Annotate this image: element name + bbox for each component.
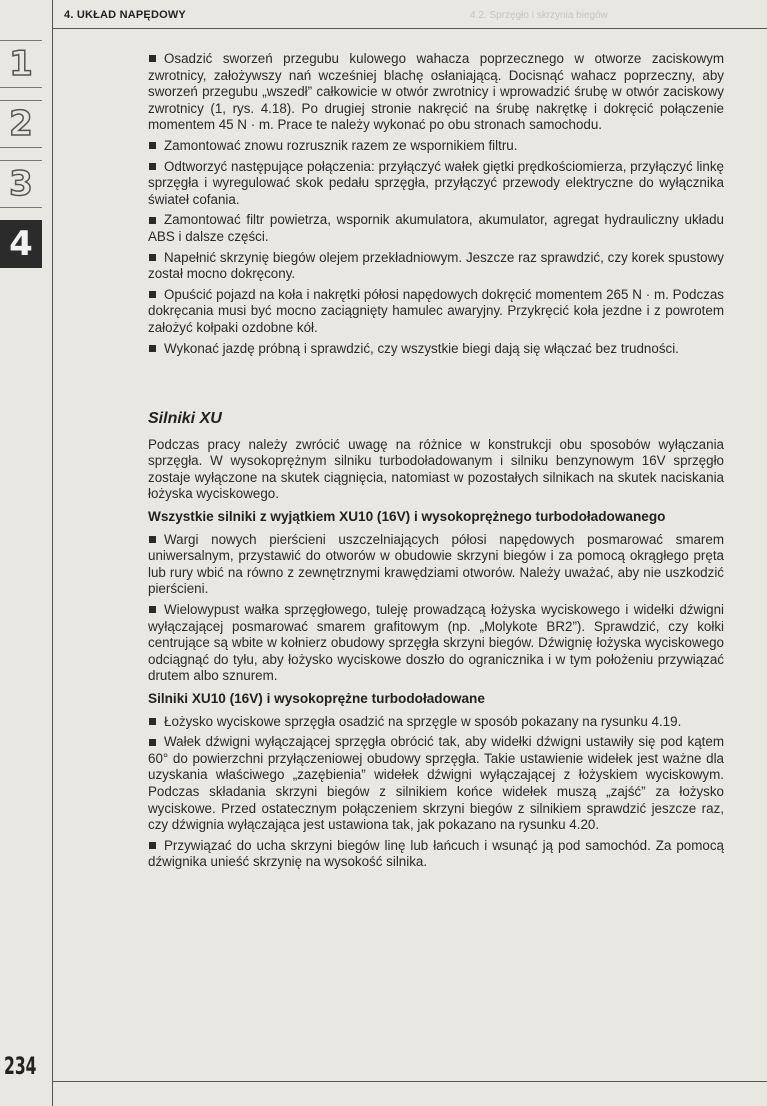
- list-item: Opuścić pojazd na koła i nakrętki półosi napędowych dokręcić momentem 265 N · m. Podczas dokręcania musi być mocno zaciągnięty hamulec awaryjny. Przykręcić koła jezdne i z powrotem założyć kołpaki ozdobne kół.: [148, 286, 724, 335]
- list-item: Osadzić sworzeń przegubu kulowego wahacza poprzecznego w otworze zaciskowym zwrotnicy, założywszy nań wcześniej blachę osłaniającą. Docisnąć wahacz poprzeczny, aby sworzeń przegubu „wszedł” całkowicie w otwór zwrotnicy i wprowadzić śrubę w otwór zaciskowy zwrotnicy (1, rys. 4.18). Po drugiej stronie nakręcić na śrubę nakrętkę i dokręcić połączenie momentem 45 N · m. Prace te należy wykonać po obu stronach samochodu.: [148, 51, 724, 133]
- list-item: Zamontować filtr powietrza, wspornik akumulatora, akumulator, agregat hydrauliczny układu ABS i dalsze części.: [148, 212, 724, 244]
- square-bullet-icon: [149, 291, 156, 298]
- square-bullet-icon: [149, 606, 156, 613]
- page-body: [148, 51, 724, 875]
- chapter-tab-1: 1: [0, 40, 42, 88]
- header-rule: [52, 28, 767, 29]
- square-bullet-icon: [149, 718, 156, 725]
- chapter-tabs: [0, 40, 46, 280]
- subsection-heading: Silniki XU10 (16V) i wysokoprężne turbodoładowane: [148, 691, 485, 706]
- section-intro: Podczas pracy należy zwrócić uwagę na różnice w konstrukcji obu sposobów wyłączania sprzęgła. W wysokoprężnym silniku turbodoładowanym i silniku benzynowym 16V sprzęgło zostaje wyłączone na skutek ciągnięcia, natomiast w pozostałych silnikach na skutek naciskania łożyska wyciskowego.: [148, 436, 724, 502]
- list-item: Wykonać jazdę próbną i sprawdzić, czy wszystkie biegi dają się włączać bez trudności.: [148, 341, 724, 358]
- margin-rule: [52, 0, 53, 1106]
- list-item: Napełnić skrzynię biegów olejem przekładniowym. Jeszcze raz sprawdzić, czy korek spustowy został mocno dokręcony.: [148, 249, 724, 282]
- chapter-tab-3: 3: [0, 160, 42, 208]
- bleed-through-text: 4.2. Sprzęgło i skrzynia biegów: [470, 10, 608, 21]
- list-item: Zamontować znowu rozrusznik razem ze wspornikiem filtru.: [148, 138, 724, 155]
- square-bullet-icon: [149, 55, 156, 62]
- square-bullet-icon: [149, 842, 156, 849]
- list-item: Odtworzyć następujące połączenia: przyłączyć wałek giętki prędkościomierza, przyłączyć linkę sprzęgła i wyregulować skok pedału sprzęgła, przyłączyć przewody elektryczne do wyłącznika świateł cofania.: [148, 158, 724, 207]
- chapter-tab-2: 2: [0, 100, 42, 148]
- square-bullet-icon: [149, 217, 156, 224]
- square-bullet-icon: [149, 163, 156, 170]
- running-head: 4. UKŁAD NAPĘDOWY: [64, 9, 186, 21]
- list-item: Wielowypust wałka sprzęgłowego, tuleję prowadzącą łożyska wyciskowego i widełki dźwigni wyłączającej posmarować smarem grafitowym (np. „Molykote BR2”). Sprawdzić, czy kołki centrujące są wbite w kołnierz obudowy sprzęgła skrzyni biegów. Dźwignię łożyska wyciskowego odciągnąć do tyłu, aby łożysko wyciskowe doszło do ogranicznika i w tym położeniu przywiązać drutem albo sznurem.: [148, 602, 724, 684]
- list-item: Łożysko wyciskowe sprzęgła osadzić na sprzęgle w sposób pokazany na rysunku 4.19.: [148, 714, 724, 731]
- chapter-tab-4-active: 4: [0, 220, 42, 268]
- list-item: Wałek dźwigni wyłączającej sprzęgła obrócić tak, aby widełki dźwigni ustawiły się pod kątem 60° do powierzchni przyłączeniowej obudowy sprzęgła. Takie ustawienie widełek jest ważne dla uzyskania właściwego „zazębienia” widełek dźwigni wyłączającej z łożyskiem wyciskowym. Podczas składania skrzyni biegów z silnikiem końce widełek muszą „zajść” za łożysko wyciskowe. Przed ostatecznym połączeniem skrzyni biegów z silnikiem sprawdzić jeszcze raz, czy dźwignia wyłączająca jest ustawiona tak, jak pokazano na rysunku 4.20.: [148, 734, 724, 833]
- square-bullet-icon: [149, 345, 156, 352]
- square-bullet-icon: [149, 254, 156, 261]
- square-bullet-icon: [149, 142, 156, 149]
- square-bullet-icon: [149, 739, 156, 746]
- subsection-heading: Wszystkie silniki z wyjątkiem XU10 (16V) i wysokoprężnego turbodoładowanego: [148, 509, 666, 525]
- footer-rule: [52, 1081, 767, 1082]
- square-bullet-icon: [149, 536, 156, 543]
- list-item: Przywiązać do ucha skrzyni biegów linę lub łańcuch i wsunąć ją pod samochód. Za pomocą dźwignika unieść skrzynię na wysokość silnika.: [148, 837, 724, 870]
- list-item: Wargi nowych pierścieni uszczelniających półosi napędowych posmarować smarem uniwersalnym, przystawić do otworów w obudowie skrzyni biegów i za pomocą okrągłego pręta lub rury wbić na równo z zewnętrznymi krawędziami otworów. Należy uważać, aby nie uszkodzić pierścieni.: [148, 531, 724, 597]
- page-number: 234: [4, 1052, 37, 1080]
- section-title: Silniki XU: [148, 410, 222, 428]
